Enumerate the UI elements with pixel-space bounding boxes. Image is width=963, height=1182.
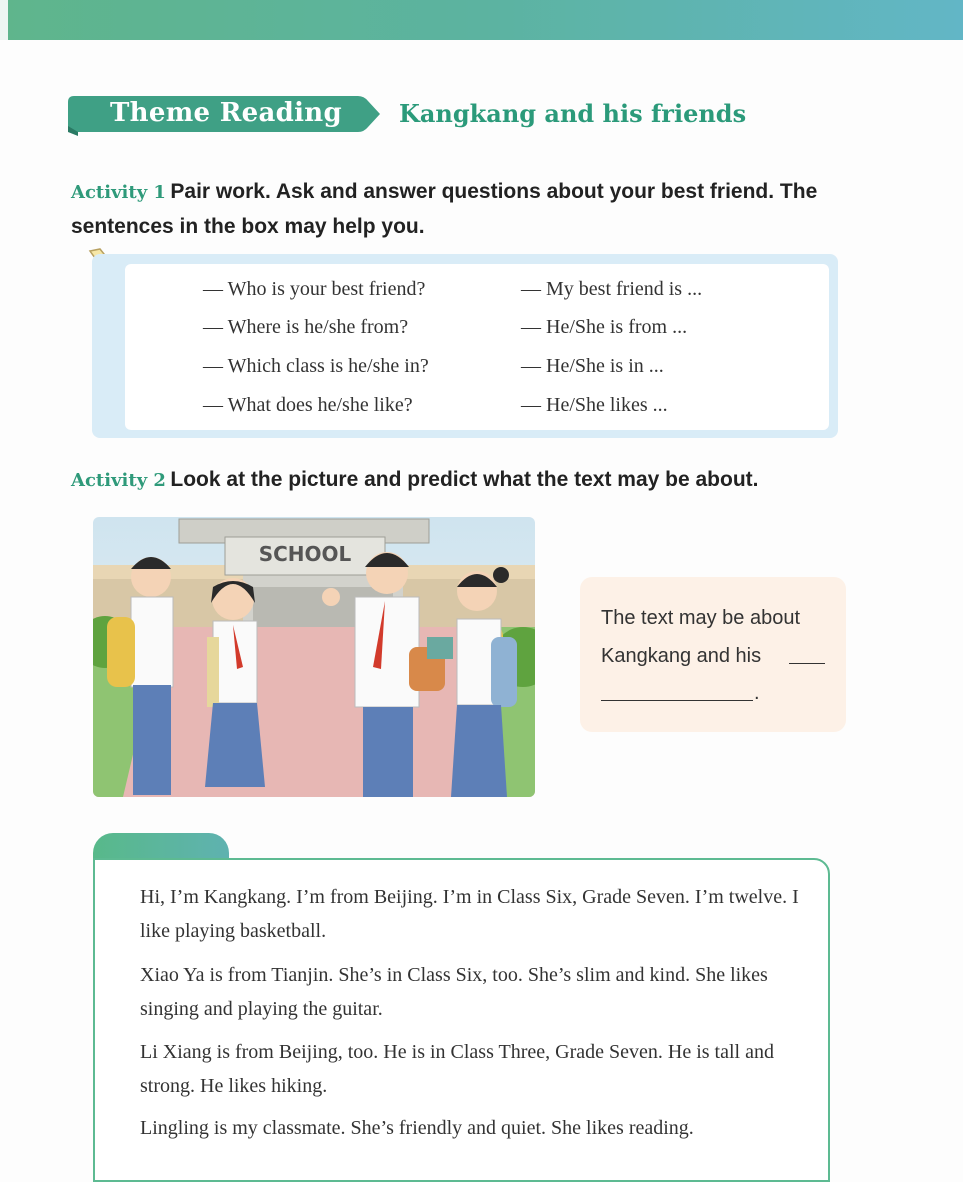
- activity-1-label: Activity 1: [71, 182, 166, 203]
- activity-2: [71, 465, 891, 497]
- answer-blank-2[interactable]: [601, 700, 753, 701]
- prediction-box: [580, 577, 846, 732]
- question-3: — Which class is he/she in?: [203, 355, 429, 377]
- activity-2-instruction: Look at the picture and predict what the text may be about.: [170, 468, 759, 491]
- page-edge: [0, 0, 8, 40]
- paragraph-2: Xiao Ya is from Tianjin. She’s in Class Six, too. She’s slim and kind. She likes singing and playing the guitar.: [140, 964, 768, 1020]
- paragraph-1: Hi, I’m Kangkang. I’m from Beijing. I’m in Class Six, Grade Seven. I’m twelve. I like playing basketball.: [140, 886, 799, 942]
- answer-3: — He/She is in ...: [521, 355, 664, 377]
- activity-2-label: Activity 2: [71, 470, 166, 491]
- prediction-period: .: [754, 682, 760, 704]
- question-2: — Where is he/she from?: [203, 316, 409, 338]
- students-picture: [93, 517, 535, 797]
- theme-reading-label: Theme Reading: [110, 98, 342, 128]
- activity-1: [71, 175, 871, 245]
- question-1: — Who is your best friend?: [203, 278, 426, 300]
- theme-reading-tag: [68, 92, 380, 136]
- school-illustration: [93, 517, 535, 797]
- paragraph-3: Li Xiang is from Beijing, too. He is in Class Three, Grade Seven. He is tall and strong. He likes hiking.: [140, 1041, 774, 1097]
- prediction-line-2: Kangkang and his: [601, 645, 762, 667]
- answer-2: — He/She is from ...: [521, 316, 688, 338]
- answer-1: — My best friend is ...: [521, 278, 703, 300]
- top-banner: [0, 0, 963, 40]
- prediction-line-1: The text may be about: [601, 607, 801, 629]
- question-4: — What does he/she like?: [203, 394, 413, 416]
- answer-4: — He/She likes ...: [521, 394, 668, 416]
- school-sign: SCHOOL: [258, 542, 352, 566]
- phrase-box-inner: [125, 264, 829, 430]
- activity-1-instruction: Pair work. Ask and answer questions about your best friend. The sentences in the box may help you.: [71, 180, 818, 238]
- paragraph-4: Lingling is my classmate. She’s friendly and quiet. She likes reading.: [140, 1117, 694, 1139]
- theme-title: Kangkang and his friends: [399, 99, 747, 128]
- answer-blank-1[interactable]: [789, 663, 825, 664]
